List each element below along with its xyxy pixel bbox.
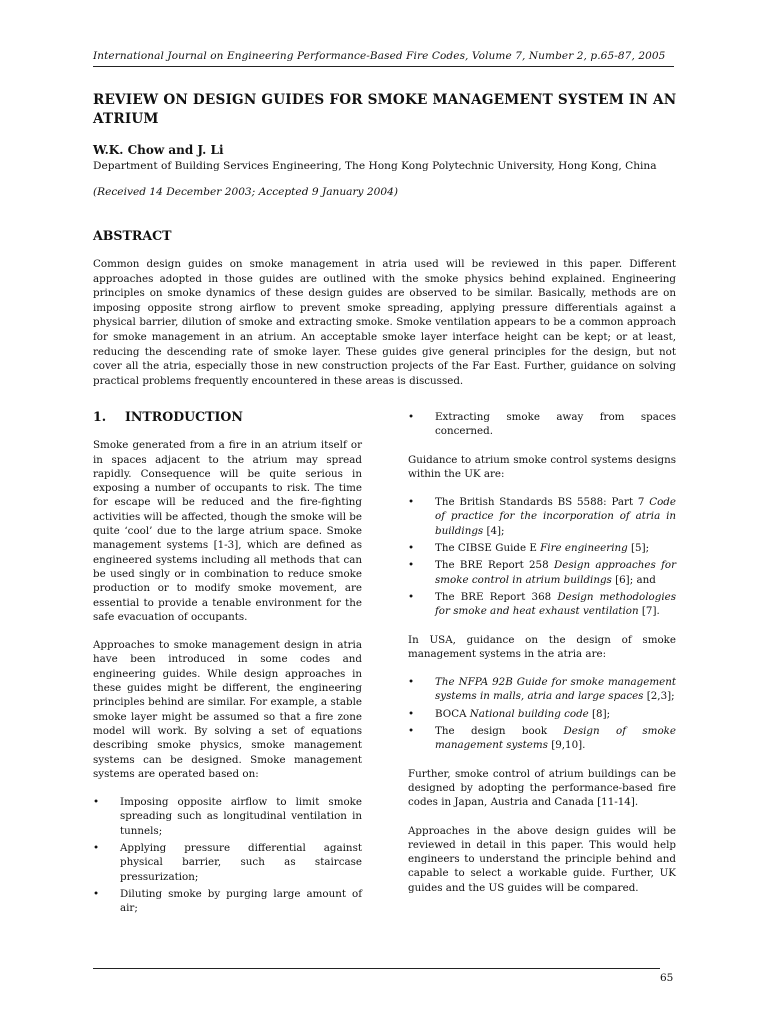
list-item: • Diluting smoke by purging large amount of air; (93, 887, 362, 915)
bullet-icon: • (408, 496, 415, 509)
journal-header: International Journal on Engineering Performance-Based Fire Codes, Volume 7, Number 2, p.65-87, 2005 (93, 50, 666, 62)
authors: W.K. Chow and J. Li (93, 143, 224, 157)
section-heading-introduction (93, 410, 362, 424)
list-item: • Extracting smoke away from spaces concerned. (408, 411, 676, 438)
received-dates: (Received 14 December 2003; Accepted 9 January 2004) (93, 186, 398, 198)
uk-guides-list (408, 495, 676, 618)
bullet-icon: • (408, 411, 415, 423)
usa-guidance-intro: In USA, guidance on the design of smoke management systems in the atria are: (408, 633, 676, 660)
bullet-icon: • (408, 707, 415, 720)
bullet-icon: • (408, 590, 415, 603)
list-item: • The BRE Report 258 Design approaches for smoke control in atrium buildings [6]; and (408, 559, 676, 586)
right-column (408, 410, 676, 909)
bullet-icon: • (408, 542, 415, 555)
abstract-text: Common design guides on smoke management in atria used will be reviewed in this paper. Different approaches adopted in those guides are outlined with the smoke physics behind explained. Engineering principles on smoke dynamics of these design guides are observed to be similar. Basically, methods are on imposing opposite strong airflow to prevent smoke spreading, applying pressure differentials against a physical barrier, dilution of smoke and extracting smoke. Smoke ventilation appears to be a common approach for smoke management in an atrium. An acceptable smoke layer interface height can be kept; or at least, reducing the descending rate of smoke layer. These guides give general principles for the design, but not cover all the atria, especially those in new construction projects of the Far East. Further, guidance on solving practical problems frequently encountered in these areas is discussed. (93, 258, 676, 387)
list-item: • Imposing opposite airflow to limit smoke spreading such as longitudinal ventilation in tunnels; (93, 796, 362, 837)
review-paragraph: Approaches in the above design guides will be reviewed in detail in this paper. This would help engineers to understand the principle behind and capable to select a workable guide. Further, UK guides and the US guides will be compared. (408, 824, 676, 894)
list-item: • The NFPA 92B Guide for smoke management systems in malls, atria and large spaces [2,3]; (408, 676, 676, 703)
uk-guidance-intro: Guidance to atrium smoke control systems designs within the UK are: (408, 453, 676, 480)
list-item: • The design book Design of smoke management systems [9,10]. (408, 725, 676, 752)
performance-codes-paragraph: Further, smoke control of atrium buildings can be designed by adopting the performance-based fire codes in Japan, Austria and Canada [11-14]. (408, 767, 676, 809)
list-item: • The British Standards BS 5588: Part 7 Code of practice for the incorporation of atria in buildings [4]; (408, 496, 676, 537)
section-number: 1. (93, 409, 107, 424)
left-column (93, 410, 362, 930)
list-item: • Applying pressure differential against physical barrier, such as staircase pressurization; (93, 842, 362, 883)
section-title: INTRODUCTION (125, 409, 243, 424)
abstract-heading: ABSTRACT (93, 228, 172, 243)
bullet-icon: • (408, 725, 415, 738)
methods-list-continued (408, 410, 676, 439)
affiliation: Department of Building Services Engineering, The Hong Kong Polytechnic University, Hong Kong, China (93, 160, 657, 172)
header-rule (93, 66, 674, 67)
list-item: • BOCA National building code [8]; (408, 707, 611, 720)
page-number: 65 (660, 972, 674, 984)
list-item: • The CIBSE Guide E Fire engineering [5]; (408, 542, 650, 555)
usa-guides-list (408, 675, 676, 752)
paper-title: REVIEW ON DESIGN GUIDES FOR SMOKE MANAGEMENT SYSTEM IN AN ATRIUM (93, 92, 677, 127)
bullet-icon: • (408, 559, 415, 572)
footer-rule (93, 968, 660, 969)
bullet-icon: • (93, 842, 100, 855)
intro-paragraph-1: Smoke generated from a fire in an atrium itself or in spaces adjacent to the atrium may spread rapidly. Consequence will be quite serious in exposing a number of occupants to risk. The time for escape will be reduced and the fire-fighting activities will be affected, though the smoke will be quite ‘cool’ due to the large atrium space. Smoke management systems [1-3], which are defined as engineered systems including all methods that can be used singly or in combination to reduce smoke production or to modify smoke movement, are essential to provide a tenable environment for the safe evacuation of occupants. (93, 439, 362, 623)
bullet-icon: • (93, 887, 100, 900)
bullet-icon: • (93, 796, 100, 809)
methods-list (93, 795, 362, 915)
list-item: • The BRE Report 368 Design methodologies for smoke and heat exhaust ventilation [7]. (408, 590, 677, 618)
intro-paragraph-2: Approaches to smoke management design in atria have been introduced in some codes and engineering guides. While design approaches in these guides might be different, the engineering principles behind are similar. For example, a stable smoke layer might be assumed so that a fire zone model will work. By solving a set of equations describing smoke physics, smoke management systems can be designed. Smoke management systems are operated based on: (93, 639, 362, 780)
bullet-icon: • (408, 676, 415, 689)
